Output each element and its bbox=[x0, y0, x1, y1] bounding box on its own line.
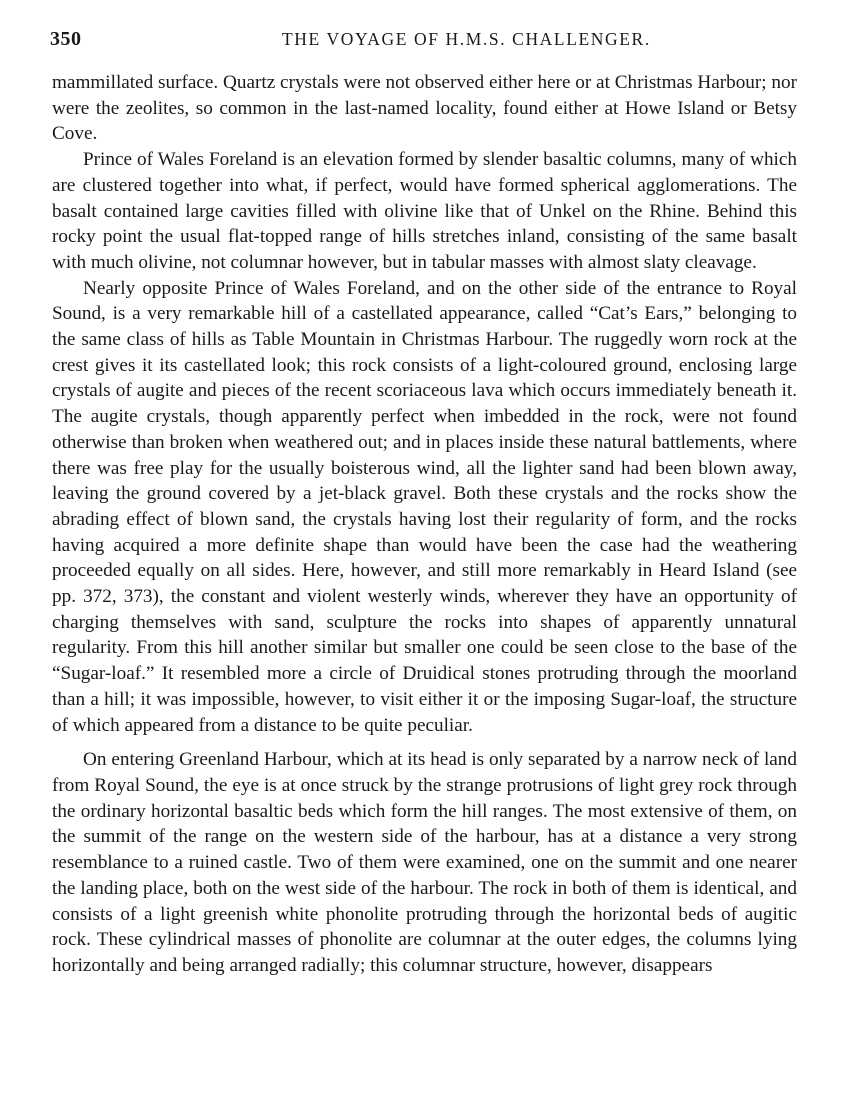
page-header bbox=[50, 28, 795, 51]
paragraph-greenland-harbour: On entering Greenland Harbour, which at its head is only separated by a narrow neck of land from Royal Sound, the eye is at once struck by the strange protrusions of light grey rock through the ordinary horizontal basaltic beds which form the hill ranges. The most extensive of them, on the summit of the range on the western side of the harbour, has at a distance a very strong resemblance to a ruined castle. Two of them were examined, one on the summit and one nearer the landing place, both on the west side of the harbour. The rock in both of them is identical, and consists of a light greenish white phonolite protruding through the horizontal beds of augitic rock. These cylindrical masses of phonolite are columnar at the outer edges, the columns lying horizontally and being arranged radially; this columnar structure, however, disappears bbox=[52, 749, 797, 976]
paragraph-cats-ears: Nearly opposite Prince of Wales Foreland, and on the other side of the entrance to Royal Sound, is a very remarkable hill of a castellated appearance, called “Cat’s Ears,” belonging to the same class of hills as Table Mountain in Christmas Harbour. The ruggedly worn rock at the crest gives it its castellated look; this rock consists of a light-coloured ground, enclosing large crystals of augite and pieces of the recent scoriaceous lava which occurs immediately beneath it. The augite crystals, though apparently perfect when imbedded in the rock, were not found otherwise than broken when weathered out; and in places inside these natural battlements, where there was free play for the usually boisterous wind, all the lighter sand had been blown away, leaving the ground covered by a jet-black gravel. Both these crystals and the rocks show the abrading effect of blown sand, the crystals having lost their regularity of form, and the rocks having acquired a more definite shape than would have been the case had the weathering proceeded equally on all sides. Here, however, and still more remarkably in Heard Island (see pp. 372, 373), the constant and violent westerly winds, wherever they have an opportunity of charging themselves with sand, sculpture the rocks into shapes of apparently unnatural regularity. From this hill another similar but smaller one could be seen close to the base of the “Sugar-loaf.” It resembled more a circle of Druidical stones protruding through the moorland than a hill; it was impossible, however, to visit either it or the imposing Sugar-loaf, the structure of which appeared from a distance to be quite peculiar. bbox=[52, 277, 797, 736]
paragraph-prince-of-wales-foreland: Prince of Wales Foreland is an elevation formed by slender basaltic columns, many of which are clustered together into what, if perfect, would have formed spherical agglomerations. The basalt contained large cavities filled with olivine like that of Unkel on the Rhine. Behind this rocky point the usual flat-topped range of hills stretches inland, consisting of the same basalt with much olivine, not columnar however, but in tabular masses with almost slaty cleavage. bbox=[52, 149, 797, 273]
running-title: THE VOYAGE OF H.M.S. CHALLENGER. bbox=[282, 29, 651, 49]
paragraph-continuation: mammillated surface. Quartz crystals were not observed either here or at Christmas Harbour; nor were the zeolites, so common in the last-named locality, found either at Howe Island or Betsy Cove. bbox=[52, 72, 797, 145]
page-body bbox=[52, 70, 797, 979]
page-number: 350 bbox=[50, 28, 82, 50]
